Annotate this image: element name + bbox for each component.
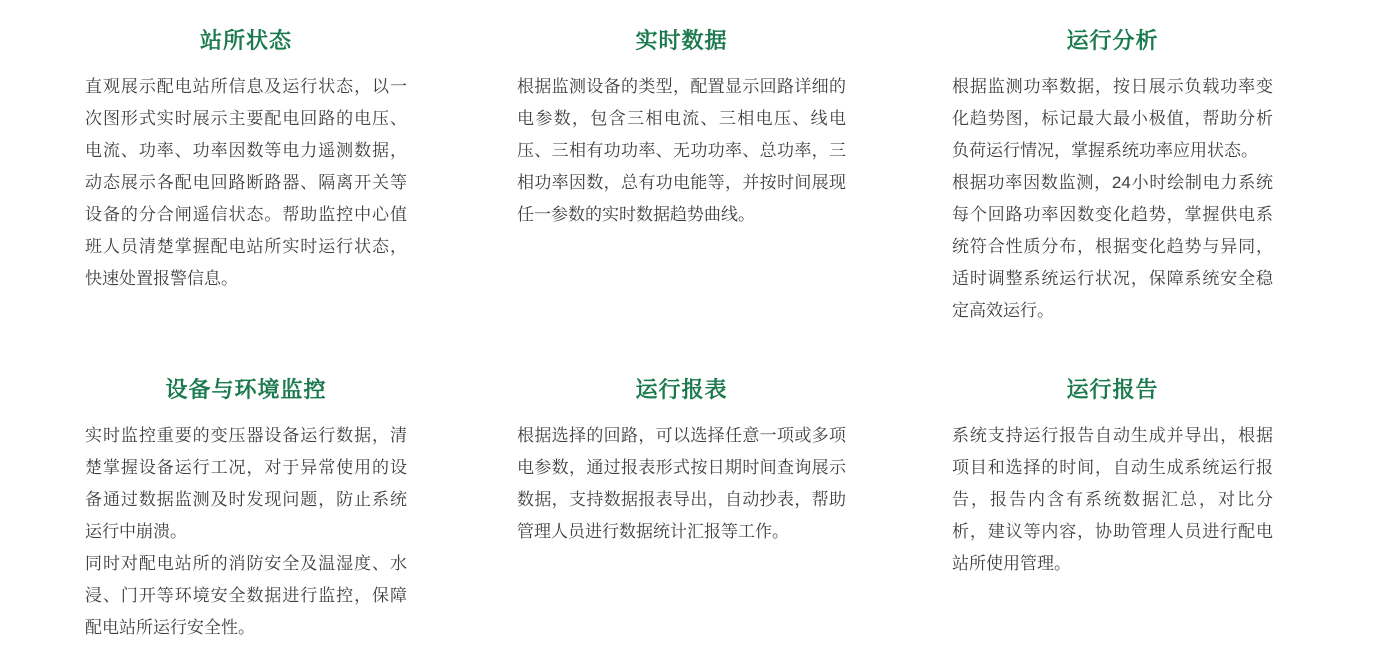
page-title: 运行报表	[635, 377, 728, 402]
card-title-wrap	[517, 373, 846, 404]
page-title: 实时数据	[635, 28, 728, 53]
feature-card-realtime-data	[437, 0, 874, 355]
card-paragraph: 系统支持运行报告自动生成并导出，根据项目和选择的时间，自动生成系统运行报告，报告内含有系统数据汇总，对比分析，建议等内容，协助管理人员进行配电站所使用管理。	[952, 426, 1273, 573]
feature-card-operation-analysis	[874, 0, 1311, 355]
card-body	[517, 71, 846, 231]
page-title: 站所状态	[199, 28, 292, 53]
card-paragraph: 根据选择的回路，可以选择任意一项或多项电参数，通过报表形式按日期时间查询展示数据，支持数据报表导出，自动抄表，帮助管理人员进行数据统计汇报等工作。	[517, 426, 846, 541]
card-paragraph: 同时对配电站所的消防安全及温湿度、水浸、门开等环境安全数据进行监控，保障配电站所运行安全性。	[85, 554, 407, 637]
card-paragraph: 实时监控重要的变压器设备运行数据，清楚掌握设备运行工况，对于异常使用的设备通过数据监测及时发现问题，防止系统运行中崩溃。	[85, 426, 407, 541]
page-title: 运行报告	[1066, 377, 1159, 402]
card-title-wrap	[85, 373, 407, 404]
card-body	[952, 71, 1273, 327]
card-title-wrap	[952, 24, 1273, 55]
card-body	[85, 420, 407, 644]
feature-card-equipment-environment	[0, 355, 437, 649]
feature-card-operation-report	[874, 355, 1311, 649]
card-title-wrap	[85, 24, 407, 55]
card-paragraph: 直观展示配电站所信息及运行状态，以一次图形式实时展示主要配电回路的电压、电流、功率、功率因数等电力遥测数据，动态展示各配电回路断路器、隔离开关等设备的分合闸遥信状态。帮助监控中心值班人员清楚掌握配电站所实时运行状态，快速处置报警信息。	[85, 77, 407, 288]
card-title-wrap	[517, 24, 846, 55]
card-body	[85, 71, 407, 295]
page-title: 设备与环境监控	[165, 377, 327, 402]
card-paragraph: 根据功率因数监测，24小时绘制电力系统每个回路功率因数变化趋势，掌握供电系统符合性质分布，根据变化趋势与异同，适时调整系统运行状况，保障系统安全稳定高效运行。	[952, 173, 1273, 320]
card-paragraph: 根据监测设备的类型，配置显示回路详细的电参数，包含三相电流、三相电压、线电压、三相有功功率、无功功率、总功率，三相功率因数，总有功电能等，并按时间展现任一参数的实时数据趋势曲线。	[517, 77, 846, 224]
feature-card-station-status	[0, 0, 437, 355]
card-body	[517, 420, 846, 548]
page-title: 运行分析	[1066, 28, 1159, 53]
feature-card-operation-report-table	[437, 355, 874, 649]
card-paragraph: 根据监测功率数据，按日展示负载功率变化趋势图，标记最大最小极值，帮助分析负荷运行情况，掌握系统功率应用状态。	[952, 77, 1273, 160]
card-body	[952, 420, 1273, 580]
card-title-wrap	[952, 373, 1273, 404]
